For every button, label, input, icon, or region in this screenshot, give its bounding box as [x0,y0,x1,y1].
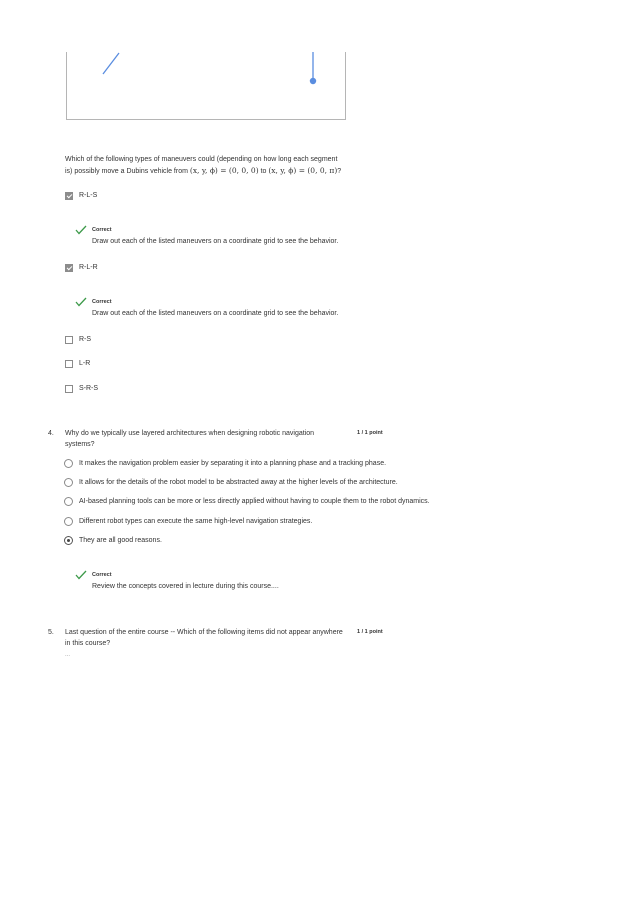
q3-option-label: R-S [79,336,92,343]
q4-option-label: Different robot types can execute the same high-level navigation strategies. [79,518,313,525]
feedback-text: Draw out each of the listed maneuvers on a coordinate grid to see the behavior. [92,238,339,245]
q4-option-radio[interactable] [64,517,73,526]
q4-option-radio[interactable] [64,497,73,506]
q4-question [65,428,345,450]
end-position-dot [310,78,316,84]
figure-drawing [67,52,347,120]
correct-check-icon [75,570,87,580]
q4-option-label: They are all good reasons. [79,537,162,544]
q4-option-label: It allows for the details of the robot model to be abstracted away at the higher levels of the architecture. [79,479,398,486]
feedback-title: Correct [92,227,112,233]
feedback-title: Correct [92,572,112,578]
q5-question-line2: in this course? [65,640,111,647]
q5-question-line1: Last question of the entire course -- Which of the following items did not appear anywhere [65,629,343,636]
q3-question-prefix: is) possibly move a Dubins vehicle from [65,168,190,175]
q5-number: 5. [48,629,54,636]
q4-option-label: AI-based planning tools can be more or less directly applied without having to couple them to the robot dynamics. [79,498,430,505]
q3-option-label: R-L-S [79,192,98,199]
q3-option-label: R-L-R [79,264,98,271]
q3-question-line1: Which of the following types of maneuvers could (depending on how long each segment [65,156,338,163]
q3-option-checkbox[interactable] [65,192,73,200]
q3-question [65,154,365,177]
correct-check-icon [75,297,87,307]
q3-option-checkbox[interactable] [65,264,73,272]
q3-option-checkbox[interactable] [65,385,73,393]
feedback-text: Draw out each of the listed maneuvers on a coordinate grid to see the behavior. [92,310,339,317]
q3-math-end: (x, y, ϕ) = (0, 0, π) [268,166,338,175]
dubins-figure [66,52,346,120]
q3-question-mid: to [258,168,269,175]
q4-points: 1 / 1 point [357,430,383,436]
correct-check-icon [75,225,87,235]
q4-option-label: It makes the navigation problem easier by separating it into a planning phase and a tracking phase. [79,460,387,467]
q3-option-checkbox[interactable] [65,360,73,368]
feedback-text: Review the concepts covered in lecture during this course.... [92,583,279,590]
q4-number: 4. [48,430,54,437]
q4-option-radio[interactable] [64,478,73,487]
q4-question-line1: Why do we typically use layered architectures when designing robotic navigation [65,430,315,437]
q3-math-start: (x, y, ϕ) = (0, 0, 0) [189,166,259,175]
q3-option-label: L-R [79,360,91,367]
q4-option-radio[interactable] [64,536,73,545]
q3-option-label: S-R-S [79,385,99,392]
q5-question [65,627,355,649]
q4-option-radio[interactable] [64,459,73,468]
feedback-title: Correct [92,299,112,305]
q5-ellipsis: ... [65,652,71,658]
start-heading-line [103,53,119,74]
q3-question-line2 [65,165,365,177]
q5-points: 1 / 1 point [357,629,383,635]
q4-question-line2: systems? [65,441,95,448]
q3-question-suffix: ? [337,168,342,175]
q3-option-checkbox[interactable] [65,336,73,344]
